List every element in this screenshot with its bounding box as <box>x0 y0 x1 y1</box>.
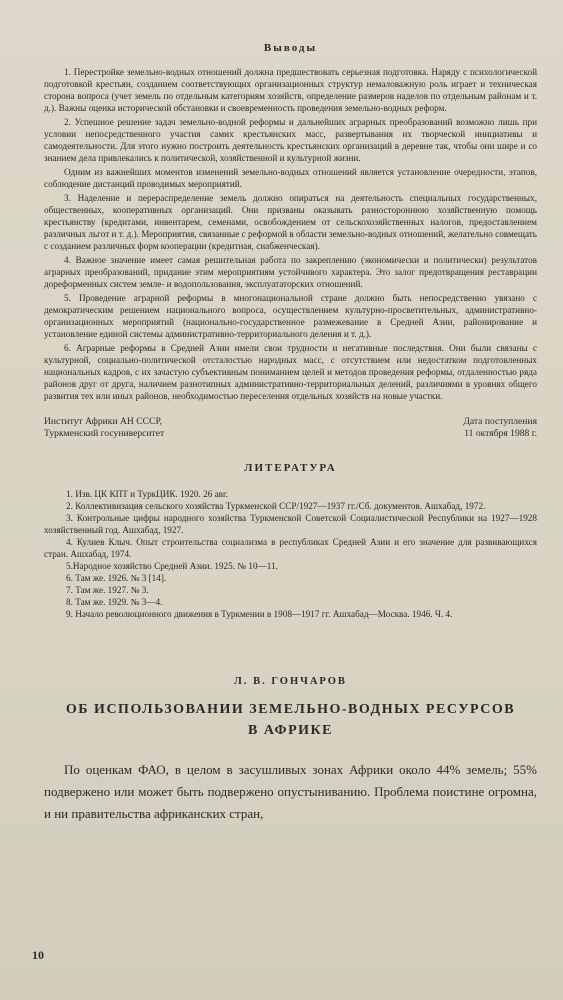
date-received-label: Дата поступления <box>463 416 537 427</box>
conclusion-paragraph-3: 3. Наделение и перераспределение земель должно опираться на деятельность специальных государственных, общественных, кооперативных организаций. Они призваны оказывать разностороннюю хозяйственную помощь крестьянству (кредитами, инвентарем, семенами, освобождением от сельскохозяйственных налогов, предоставлением различных льгот и т. д.). Мероприятия, связанные с реформой в области земельно-водных отношений, желательно совмещать с созданием различных форм кооперации (кредитная, снабженческая). <box>44 193 537 251</box>
reference-item: 9. Начало революционного движения в Туркмении в 1908—1917 гг. Ашхабад—Москва. 1946. Ч. 4. <box>66 609 453 619</box>
reference-item: 4. Кулиев Клыч. Опыт строительства социализма в республиках Средней Азии и его значение для развивающихся стран. Ашхабад, 1974. <box>44 537 537 559</box>
date-received-value: 11 октября 1988 г. <box>464 428 537 439</box>
signature-block <box>44 416 537 440</box>
reference-item: 8. Там же. 1929. № 3—4. <box>66 597 163 607</box>
institute-line-2: Туркменский госуниверситет <box>44 428 165 439</box>
conclusion-paragraph-5: 5. Проведение аграрной реформы в многонациональной стране должно быть непосредственно увязано с демократическим решением национального вопроса, осуществлением культурно-просветительных, административно-организационных мероприятий (национально-государственное размежевание в Средней Азии, районирование и установление единой системы административно-территориального деления и т. д.). <box>44 293 537 339</box>
reference-item: 3. Контрольные цифры народного хозяйства Туркменской Советской Социалистической Республики на 1927—1928 хозяйственный год. Ашхабад, 1927. <box>44 513 537 535</box>
article-title-line-2: В АФРИКЕ <box>247 723 334 738</box>
conclusions-heading: Выводы <box>263 42 318 54</box>
reference-item: 1. Изв. ЦК КПТ и ТуркЦИК. 1920. 26 авг. <box>66 489 229 499</box>
article-title-line-1: ОБ ИСПОЛЬЗОВАНИИ ЗЕМЕЛЬНО-ВОДНЫХ РЕСУРСОВ <box>65 702 516 717</box>
conclusion-paragraph-2: 2. Успешное решение задач земельно-водной реформы и дальнейших аграрных преобразований возможно лишь при условии непосредственного участия самих крестьянских масс, развертывания их творческой инициативы и самодеятельности. Для этого нужно построить деятельность крестьянских организаций в деревне так, чтобы они шире и со знанием дела привлекались к политической, хозяйственной и культурной жизни. <box>44 117 537 163</box>
article-body-paragraph: По оценкам ФАО, в целом в засушливых зонах Африки около 44% земель; 55% подвержено или может быть подвержено опустыниванию. Проблема поистине огромна, и ни правительства африканских стран, <box>44 762 537 821</box>
literature-heading: ЛИТЕРАТУРА <box>244 462 337 474</box>
reference-item: 7. Там же. 1927. № 3. <box>66 585 149 595</box>
institute-line-1: Институт Африки АН СССР, <box>44 416 162 427</box>
article-title <box>44 699 537 741</box>
conclusion-paragraph-4: 4. Важное значение имеет самая решительная работа по закреплению (экономически и политически) результатов аграрных преобразований, придание этим мероприятиям устойчивого характера. Это залог предотвращения реставрации дореформенных систем земле- и водопользования, эксплуататорских отношений. <box>44 255 537 289</box>
conclusion-paragraph-2b: Одним из важнейших моментов изменений земельно-водных отношений является установление очередности, этапов, соблюдение дистанций проводимых мероприятий. <box>44 167 537 189</box>
reference-item: 5.Народное хозяйство Средней Азии. 1925. № 10—11. <box>66 561 278 571</box>
reference-item: 6. Там же. 1926. № 3 [14]. <box>66 573 167 583</box>
reference-item: 2. Коллективизация сельского хозяйства Туркменской ССР/1927—1937 гг./Сб. документов. Ашхабад, 1972. <box>66 501 486 511</box>
conclusion-paragraph-6: 6. Аграрные реформы в Средней Азии имели свои трудности и негативные последствия. Они были связаны с культурной, социально-политической отсталостью народных масс, с отсутствием или недостатком подготовленных национальных кадров, с их зачастую субъективным пониманием целей и методов проведения реформы, отдаленностью ряда районов друг от друга, наличием разнотипных административно-территориальных делений, различиями в уровнях общего развития тех или иных районов, необходимостью переселения отдельных хозяйств на новые участки. <box>44 343 537 401</box>
page-number: 10 <box>32 948 44 962</box>
conclusion-paragraph-1: 1. Перестройке земельно-водных отношений должна предшествовать серьезная подготовка. Наряду с психологической подготовкой крестьян, созданием соответствующих организационных структур немаловажную роль играет и техническая сторона вопроса (учет земель по отдельным категориям хозяйств, определение размеров наделов по отдельным районам и т. д.). Важны оценка исторической обстановки и своевременность проведения земельно-водных реформ. <box>44 67 537 113</box>
article-author: Л. В. ГОНЧАРОВ <box>234 676 347 687</box>
